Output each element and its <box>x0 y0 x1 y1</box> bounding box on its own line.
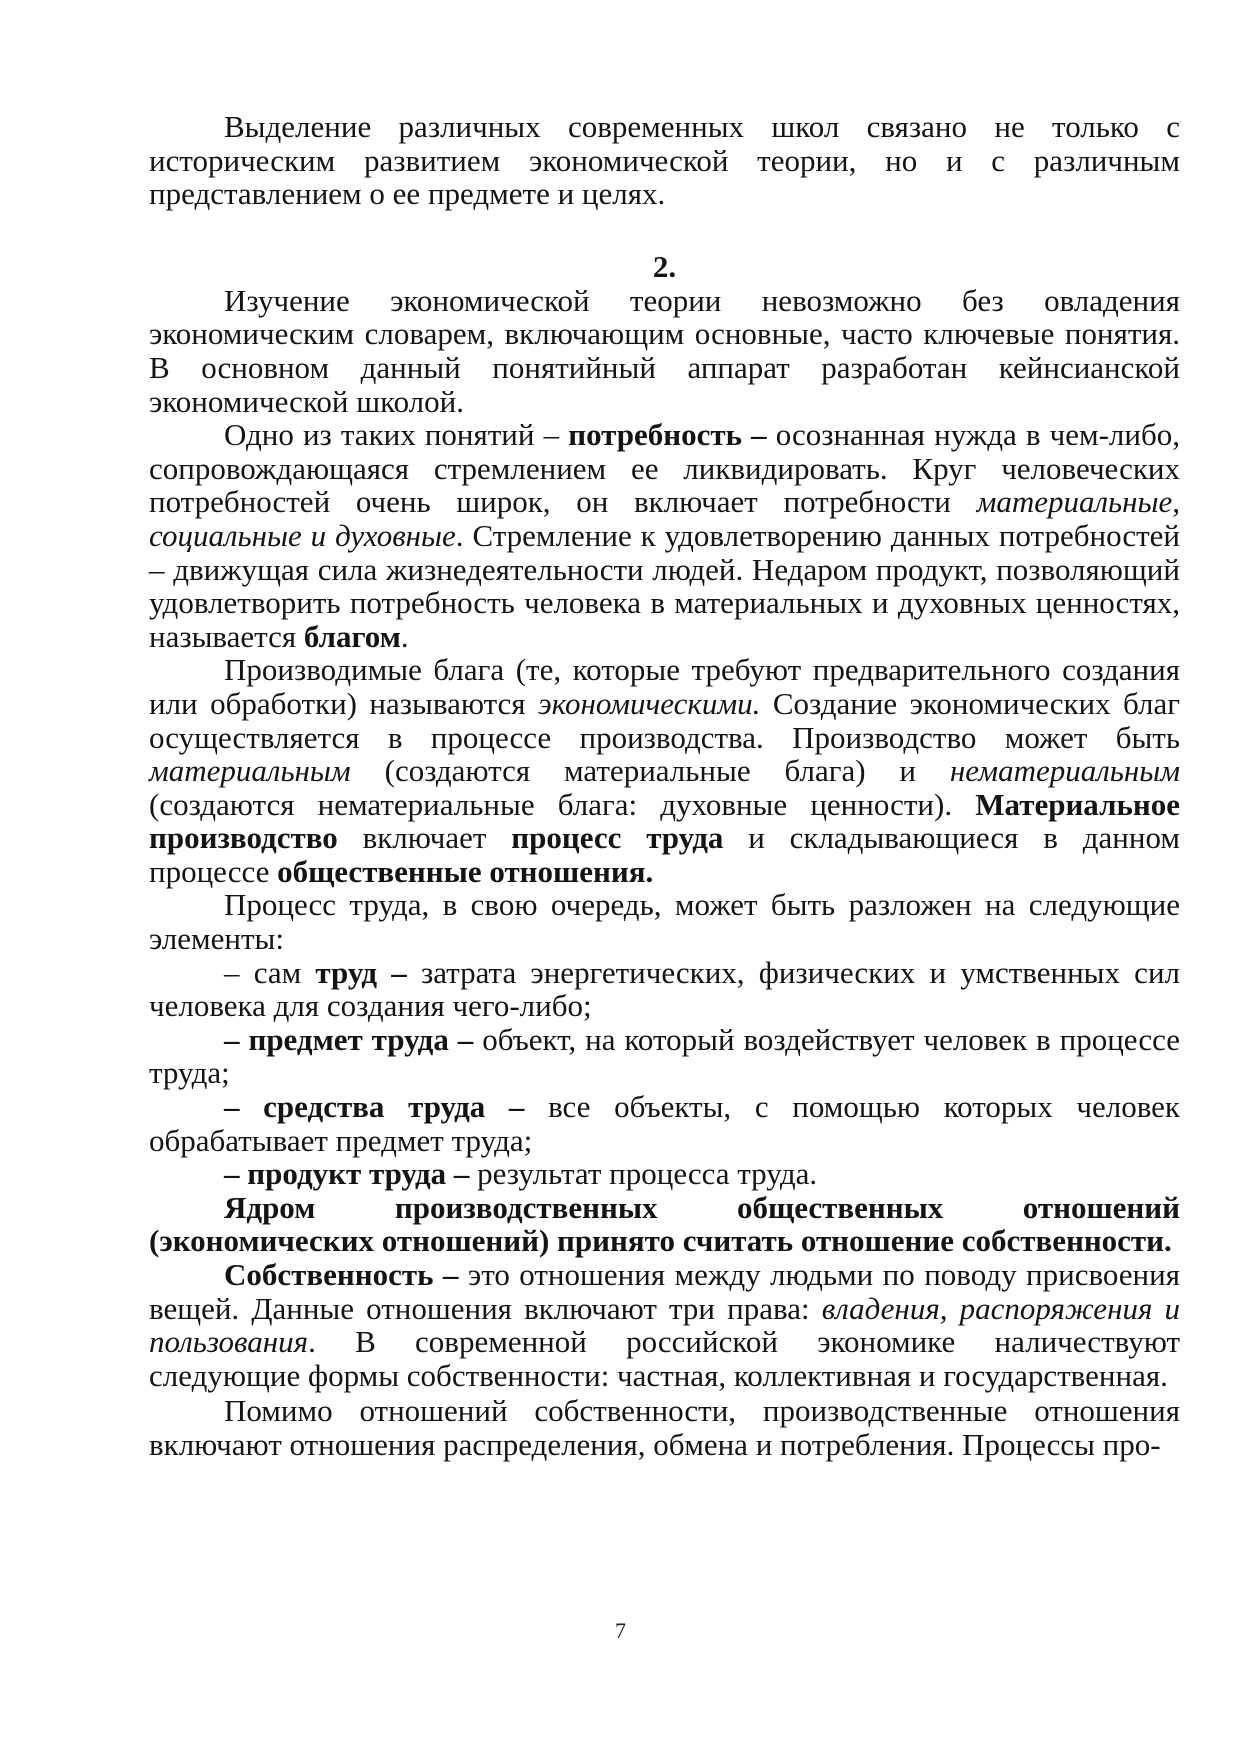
paragraph-labor-elements: Процесс труда, в свою очередь, может быть разложен на следующие элементы: <box>149 887 1180 957</box>
paragraph-property <box>149 1258 1180 1392</box>
term-product-of-labor: – продукт труда – <box>224 1156 470 1192</box>
term-means-of-labor: – средства труда – <box>224 1089 525 1125</box>
text-span: объект, на который воздействует человек в процессе труда; <box>149 1021 1180 1091</box>
bold-statement: Ядром производственных общественных отношений (экономических отношений) принято считать отношение собственности. <box>149 1189 1180 1259</box>
text-span: результат процесса труда. <box>469 1156 818 1192</box>
text-span: . Стремление к удовлетворению данных потребностей – движущая сила жизнедеятельности людей. Недаром продукт, позволяющий удовлетворить потребность человека в материальных и духовных ценностях, называется <box>149 517 1180 654</box>
paragraph-production <box>149 653 1180 888</box>
text-span: все объекты, с помощью которых человек обрабатывает предмет труда; <box>149 1089 1180 1158</box>
paragraph-intro: Выделение различных современных школ связано не только с историческим развитием экономической теории, но и с различным представлением о ее предмете и целях. <box>149 109 1180 212</box>
emphasis-immaterial: нематериальным <box>949 753 1180 789</box>
list-item-product-of-labor <box>149 1157 1180 1191</box>
term-good: благом <box>303 618 401 654</box>
text-span: осознанная нужда в чем-либо, сопровождающаяся стремлением ее ликвидировать. Круг человеческих потребностей очень широк, он включает потребности <box>149 417 1180 520</box>
text-span: Одно из таких понятий – <box>224 417 569 453</box>
paragraph-core-relations <box>149 1191 1180 1258</box>
page-body <box>149 110 1180 1462</box>
term-property: Собственность – <box>224 1257 459 1292</box>
text-span: (создаются нематериальные блага: духовные ценности). <box>149 786 976 822</box>
list-item-means-of-labor <box>149 1090 1180 1157</box>
emphasis-property-rights: владения, распоряжения и пользования <box>149 1290 1180 1360</box>
text-span: . <box>400 618 409 654</box>
term-material-production: Материальное производство <box>149 786 1180 856</box>
text-span: (создаются материальные блага) и <box>350 753 950 789</box>
paragraph-other-relations: Помимо отношений собственности, производственные отношения включают отношения распределения, обмена и потребления. Процессы про- <box>149 1393 1180 1462</box>
term-social-relations: общественные отношения. <box>277 853 654 889</box>
paragraph-need <box>149 418 1180 653</box>
text-span: – сам <box>224 954 316 990</box>
emphasis-need-types: материальные, социальные и духовные <box>149 484 1180 553</box>
emphasis-material: материальным <box>149 753 351 789</box>
text-span: Производимые блага (те, которые требуют предварительного создания или обработки) называются <box>149 652 1180 721</box>
text-span: включает <box>337 820 512 856</box>
term-subject-of-labor: – предмет труда – <box>224 1021 474 1057</box>
list-item-subject-of-labor <box>149 1023 1180 1090</box>
text-span: . В современной российской экономике наличествуют следующие формы собственности: частная, коллективная и государственная. <box>149 1324 1180 1393</box>
page-number: 7 <box>615 1618 626 1643</box>
text-span: Создание экономических благ осуществляется в процессе производства. Производство может быть <box>149 685 1181 755</box>
term-need: потребность – <box>568 417 767 453</box>
paragraph-economic-vocabulary: Изучение экономической теории невозможно без овладения экономическим словарем, включающим основные, часто ключевые понятия. В основном данный понятийный аппарат разработан кейнсианской экономической школой. <box>149 282 1180 419</box>
list-item-labor <box>149 956 1180 1023</box>
text-span: это отношения между людьми по поводу присвоения вещей. Данные отношения включают три права: <box>149 1257 1181 1326</box>
emphasis-economic: экономическими. <box>537 685 761 721</box>
section-heading: 2. <box>652 248 677 284</box>
term-labor: труд – <box>315 954 407 990</box>
text-span: затрата энергетических, физических и умственных сил человека для создания чего-либо; <box>149 954 1181 1024</box>
term-labor-process: процесс труда <box>511 820 724 856</box>
text-span: и складывающиеся в данном процессе <box>149 820 1180 889</box>
